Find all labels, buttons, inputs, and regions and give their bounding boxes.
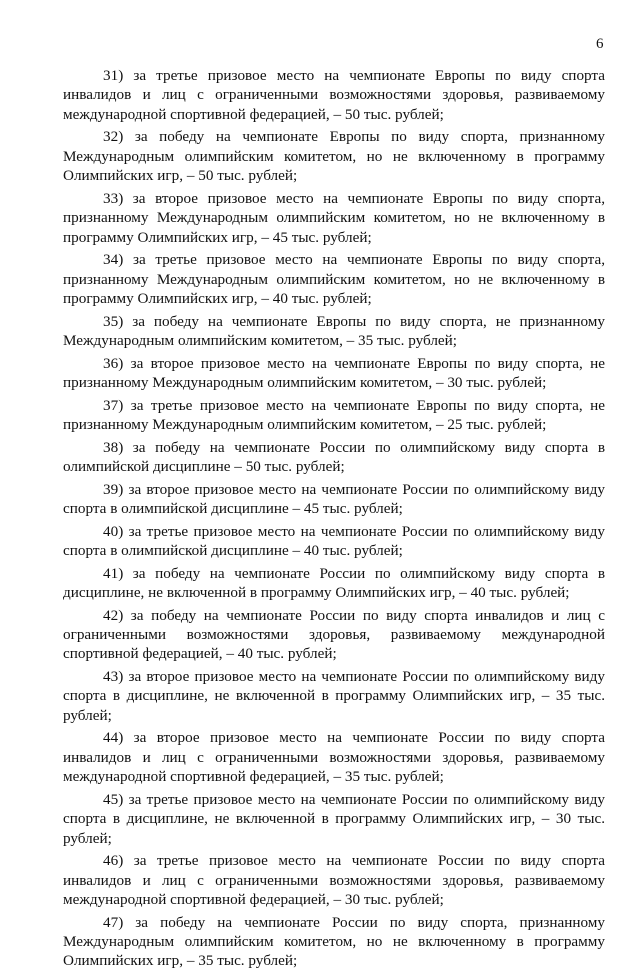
list-item-44: 44) за второе призовое место на чемпионате России по виду спорта инвалидов и лиц с ограниченными возможностями здоровья, развиваемому международной спортивной федерацией, – 35 тыс. рублей; — [63, 729, 605, 786]
document-body — [63, 66, 605, 974]
list-item-37: 37) за третье призовое место на чемпионате Европы по виду спорта, не признанному Международным олимпийским комитетом, – 25 тыс. рублей; — [63, 396, 605, 434]
list-item-46: 46) за третье призовое место на чемпионате России по виду спорта инвалидов и лиц с ограниченными возможностями здоровья, развиваемому международной спортивной федерацией, – 30 тыс. рублей; — [63, 852, 605, 909]
page-number: 6 — [596, 36, 604, 52]
list-item-38: 38) за победу на чемпионате России по олимпийскому виду спорта в олимпийской дисциплине – 50 тыс. рублей; — [63, 438, 605, 476]
list-item-39: 39) за второе призовое место на чемпионате России по олимпийскому виду спорта в олимпийской дисциплине – 45 тыс. рублей; — [63, 480, 605, 518]
list-item-32: 32) за победу на чемпионате Европы по виду спорта, признанному Международным олимпийским комитетом, но не включенному в программу Олимпийских игр, – 50 тыс. рублей; — [63, 128, 605, 185]
list-item-40: 40) за третье призовое место на чемпионате России по олимпийскому виду спорта в олимпийской дисциплине – 40 тыс. рублей; — [63, 522, 605, 560]
list-item-41: 41) за победу на чемпионате России по олимпийскому виду спорта в дисциплине, не включенной в программу Олимпийских игр, – 40 тыс. рублей; — [63, 564, 605, 602]
list-item-45: 45) за третье призовое место на чемпионате России по олимпийскому виду спорта в дисциплине, не включенной в программу Олимпийских игр, – 30 тыс. рублей; — [63, 790, 605, 847]
list-item-42: 42) за победу на чемпионате России по виду спорта инвалидов и лиц с ограниченными возможностями здоровья, развиваемому международной спортивной федерацией, – 40 тыс. рублей; — [63, 606, 605, 663]
list-item-36: 36) за второе призовое место на чемпионате Европы по виду спорта, не признанному Международным олимпийским комитетом, – 30 тыс. рублей; — [63, 354, 605, 392]
list-item-31: 31) за третье призовое место на чемпионате Европы по виду спорта инвалидов и лиц с ограниченными возможностями здоровья, развиваемому международной спортивной федерацией, – 50 тыс. рублей; — [63, 67, 605, 123]
list-item-34: 34) за третье призовое место на чемпионате Европы по виду спорта, признанному Международным олимпийским комитетом, но не включенному в программу Олимпийских игр, – 40 тыс. рублей; — [63, 251, 605, 308]
list-item-47: 47) за победу на чемпионате России по виду спорта, признанному Международным олимпийским комитетом, но не включенному в программу Олимпийских игр, – 35 тыс. рублей; — [63, 913, 605, 970]
list-item-43: 43) за второе призовое место на чемпионате России по олимпийскому виду спорта в дисциплине, не включенной в программу Олимпийских игр, – 35 тыс. рублей; — [63, 668, 605, 724]
list-item-35: 35) за победу на чемпионате Европы по виду спорта, не признанному Международным олимпийским комитетом, – 35 тыс. рублей; — [63, 312, 605, 350]
list-item-33: 33) за второе призовое место на чемпионате Европы по виду спорта, признанному Международным олимпийским комитетом, но не включенному в программу Олимпийских игр, – 45 тыс. рублей; — [63, 189, 605, 246]
